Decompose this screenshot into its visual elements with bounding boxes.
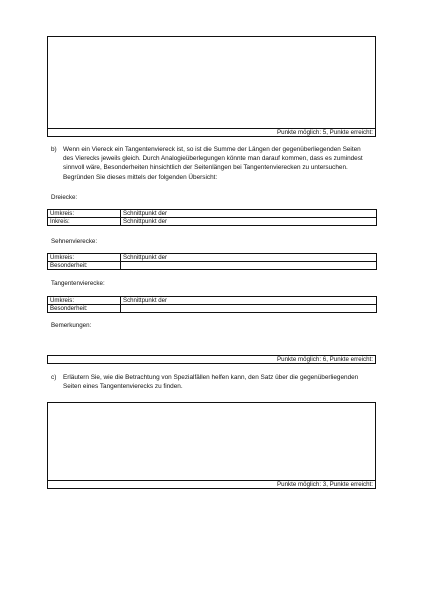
row-label: Besonderheit:: [48, 262, 121, 270]
task-c-text: Erläutern Sie, wie die Betrachtung von Spezialfällen helfen kann, den Satz über die gegenüberliegenden Seiten eines Tangentenvierecks zu finden.: [63, 374, 359, 391]
table-row: [48, 305, 377, 313]
points-label-b: Punkte möglich: 6, Punkte erreicht:: [277, 356, 373, 363]
task-c: [51, 373, 381, 393]
row-label: Umkreis:: [48, 297, 121, 305]
sehnenvierecke-table: [47, 253, 377, 270]
points-row-a: [47, 128, 376, 137]
task-c-letter: c): [51, 374, 57, 381]
row-label: Inkreis:: [48, 218, 121, 226]
points-label-c: Punkte möglich: 3, Punkte erreicht:: [277, 481, 373, 488]
answer-box-a[interactable]: [47, 36, 376, 129]
row-value[interactable]: Schnittpunkt der: [121, 254, 377, 262]
task-b-text: Wenn ein Viereck ein Tangentenviereck ist, so ist die Summe der Längen der gegenüberliegenden Seiten des Vierecks jeweils gleich. Durch Analogieüberlegungen könnte man darauf kommen, dass es zumindest sinnvoll wäre, Besonderheiten hinsichtlich der Seitenlängen bei Tangentenvierecken zu untersuchen. Begründen Sie dieses mittels der folgenden Übersicht:: [63, 146, 363, 181]
row-label: Umkreis:: [48, 254, 121, 262]
table-row: [48, 218, 377, 226]
row-value[interactable]: [121, 262, 377, 270]
row-label: Besonderheit:: [48, 305, 121, 313]
remarks-label: Bemerkungen:: [51, 322, 92, 329]
row-value[interactable]: Schnittpunkt der: [121, 297, 377, 305]
tangentenvierecke-table: [47, 296, 377, 313]
tangentenvierecke-heading: Tangentenvierecke:: [51, 280, 105, 287]
table-row: [48, 262, 377, 270]
points-row-b: [47, 355, 376, 364]
row-value[interactable]: Schnittpunkt der: [121, 210, 377, 218]
answer-box-c[interactable]: [47, 402, 376, 481]
dreiecke-table: [47, 209, 377, 226]
task-b-letter: b): [51, 146, 57, 153]
dreiecke-heading: Dreiecke:: [51, 194, 78, 201]
points-label-a: Punkte möglich: 5, Punkte erreicht:: [277, 129, 373, 136]
table-row: [48, 297, 377, 305]
row-value[interactable]: Schnittpunkt der: [121, 218, 377, 226]
table-row: [48, 254, 377, 262]
row-label: Umkreis:: [48, 210, 121, 218]
row-value[interactable]: [121, 305, 377, 313]
sehnenvierecke-heading: Sehnenvierecke:: [51, 238, 98, 245]
points-row-c: [47, 480, 376, 489]
task-b: [51, 145, 381, 185]
table-row: [48, 210, 377, 218]
